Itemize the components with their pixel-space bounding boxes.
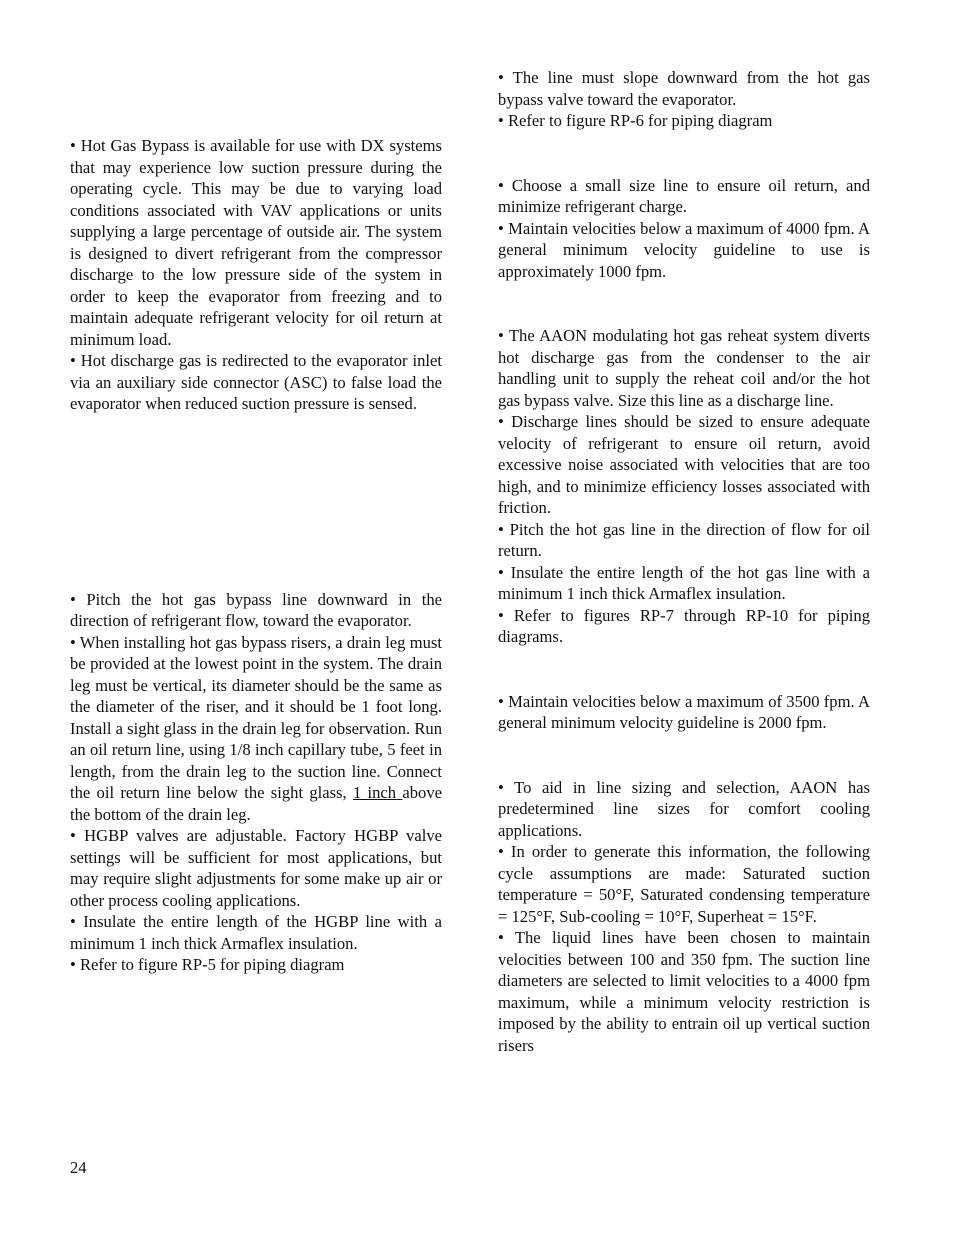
section-hgbp-install	[70, 589, 442, 976]
page-number: 24	[70, 1158, 87, 1177]
paragraph-hot-discharge-gas: • Hot discharge gas is redirected to the evaporator inlet via an auxiliary side connector (ASC) to false load the evaporator when reduced suction pressure is sensed.	[70, 351, 442, 413]
paragraph-refer-rp7-rp10: • Refer to figures RP-7 through RP-10 for piping diagrams.	[498, 605, 870, 646]
paragraph-velocity-4000: • Maintain velocities below a maximum of 4000 fpm. A general minimum velocity guideline to use is approximately 1000 fpm.	[498, 218, 870, 281]
section-spacer	[70, 415, 442, 589]
paragraph-insulate: • Insulate the entire length of the HGBP line with a minimum 1 inch thick Armaflex insulation.	[70, 912, 442, 953]
paragraph-discharge-lines: • Discharge lines should be sized to ensure adequate velocity of refrigerant to ensure oil return, avoid excessive noise associated with velocities that are too high, and to minimize efficiency losses associated with friction.	[498, 412, 870, 517]
paragraph-predetermined-sizes: • To aid in line sizing and selection, AAON has predetermined line sizes for comfort cooling applications.	[498, 777, 870, 840]
risers-text-end: above the bottom of the drain leg.	[70, 783, 442, 824]
risers-text: • When installing hot gas bypass risers, a drain leg must be provided at the lowest point in the system. The drain leg must be vertical, its diameter should be the same as the diameter of the riser, and it should be 1 foot long. Install a sight glass in the drain leg for observation. Run an oil return line, using 1/8 inch capillary tube, 5 feet in length, from the drain leg to the suction line. Connect the oil return line below the sight glass,	[70, 632, 442, 802]
section-hgbp-slope	[498, 67, 870, 132]
paragraph-refer-rp5: • Refer to figure RP-5 for piping diagram	[70, 955, 345, 974]
section-spacer	[498, 132, 870, 175]
paragraph-reheat-system: • The AAON modulating hot gas reheat system diverts hot discharge gas from the condenser to the air handling unit to supply the reheat coil and/or the hot gas bypass valve. Size this line as a discharge line.	[498, 326, 870, 410]
paragraph-small-line: • Choose a small size line to ensure oil return, and minimize refrigerant charge.	[498, 175, 870, 216]
paragraph-refer-rp6: • Refer to figure RP-6 for piping diagram	[498, 111, 773, 130]
section-spacer	[498, 282, 870, 325]
paragraph-insulate-hot-gas: • Insulate the entire length of the hot gas line with a minimum 1 inch thick Armaflex insulation.	[498, 562, 870, 603]
section-hgbp-intro	[70, 135, 442, 415]
paragraph-velocity-3500: • Maintain velocities below a maximum of 3500 fpm. A general minimum velocity guideline is 2000 fpm.	[498, 691, 870, 732]
section-velocity	[498, 691, 870, 734]
paragraph-valves: • HGBP valves are adjustable. Factory HGBP valve settings will be sufficient for most applications, but may require slight adjustments for some make up air or other process cooling applications.	[70, 826, 442, 910]
paragraph-liquid-lines: • The liquid lines have been chosen to maintain velocities between 100 and 350 fpm. The suction line diameters are selected to limit velocities to a 4000 fpm maximum, while a minimum velocity restriction is imposed by the ability to entrain oil up vertical suction risers	[498, 928, 870, 1055]
paragraph-pitch-hot-gas: • Pitch the hot gas line in the direction of flow for oil return.	[498, 519, 870, 560]
paragraph-hgbp-overview: • Hot Gas Bypass is available for use with DX systems that may experience low suction pressure during the operating cycle. This may be due to varying load conditions associated with VAV applications or units supplying a large percentage of outside air. The system is designed to divert refrigerant from the compressor discharge to the low pressure side of the system in order to keep the evaporator from freezing and to maintain adequate refrigerant velocity for oil return at minimum load.	[70, 136, 442, 349]
underlined-measurement: 1 inch	[352, 783, 403, 802]
paragraph-pitch-line: • Pitch the hot gas bypass line downward in the direction of refrigerant flow, toward the evaporator.	[70, 589, 442, 630]
paragraph-risers	[70, 632, 442, 826]
paragraph-slope: • The line must slope downward from the hot gas bypass valve toward the evaporator.	[498, 68, 870, 109]
paragraph-cycle-assumptions: • In order to generate this information, the following cycle assumptions are made: Saturated suction temperature = 50°F, Saturated condensing temperature = 125°F, Sub-cooling = 10°F, Superheat = 15°F.	[498, 842, 870, 926]
section-reheat	[498, 325, 870, 648]
section-line-size	[498, 175, 870, 283]
section-predetermined	[498, 777, 870, 1057]
right-column	[498, 67, 870, 1056]
left-column	[70, 135, 442, 976]
section-spacer	[498, 648, 870, 691]
section-spacer	[498, 734, 870, 777]
